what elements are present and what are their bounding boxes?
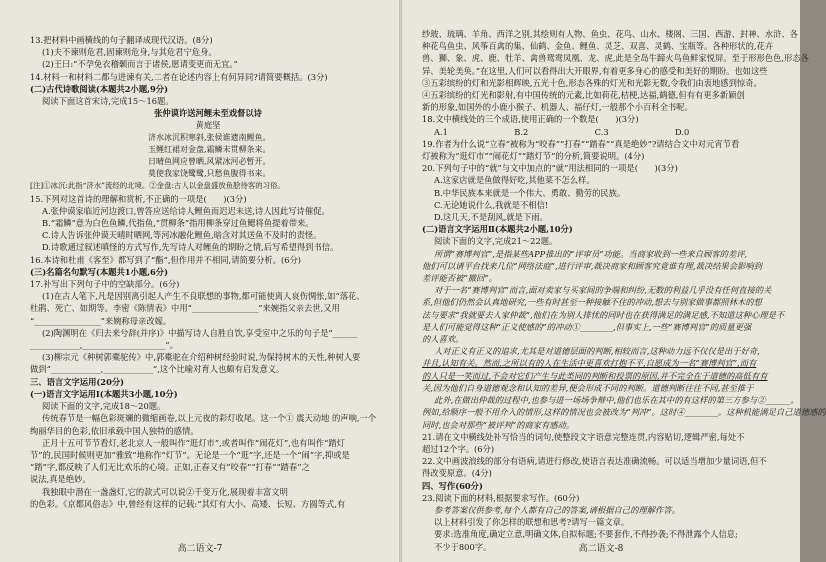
right-text-line: 兽、狮、象、虎、鹿、牡羊、禽兽鸳鸯凤凰、龙、虎,此是全岛牛蹄火鸟鱼鲜家悦屏。至于形形色色,形态各: [422, 53, 809, 64]
right-text-line: 种花鸟鱼虫、风筝百禽的集、仙鹤、金鱼、鲤鱼、灵芝、双喜、灵鹤、宝瓶等。各种形状的,花卉: [422, 41, 774, 52]
left-text-line: 传统春节是一幅色彩斑斓的微缩画卷,以上元夜的彩灯收尾。这一个① 震天动地 的声响,一个: [42, 413, 377, 424]
left-text-line: 绚丽华目的色彩,依旧承载中国人独特的感情。: [30, 425, 199, 436]
left-text-line: (2)王曰:“不孕免衣稽颡而言于诸侯,愿请变更而无宜。”: [42, 59, 238, 70]
left-text-line: 14.材料一和材料二都与进谏有关,二者在论述内容上有何异同?请简要概括。(3分): [30, 71, 328, 82]
right-text-line: 人对正义有正义的追求,尤其是对道德层面的判断,相较而言,这种动力远不仅仅是出于好奇,: [434, 346, 760, 357]
right-text-line: A.1 B.2 C.3 D.0: [434, 126, 690, 137]
right-text-line: A.这家店就是鱼做得好吃,其他菜不怎么样。: [434, 175, 595, 186]
right-text-line: (二)语言文字运用Ⅱ(本题共2小题,10分): [422, 224, 573, 235]
right-text-line: 以上材料引发了你怎样的联想和思考?请写一篇文章。: [434, 517, 630, 528]
left-text-line: (三)名篇名句默写(本题共1小题,6分): [30, 266, 168, 277]
left-text-line: (2)陶渊明在《归去来兮辞(并序)》中描写诗人自胜自饮,享受室中之乐的句子是“______: [42, 327, 358, 338]
left-text-line: 玉鲤红裙对金盘,霜鳞未贯柳条来。: [148, 144, 271, 154]
left-text-line: 我独眼中潜在一盏盏灯,它的款式可以说②千变万化,展现着丰富文明: [42, 486, 288, 497]
left-text-line: 13.把材料中画横线的句子翻译成现代汉语。(8分): [30, 35, 213, 45]
right-text-line: 是人们可能觉得这种“正义使感的”的冲动①________,但事实上,一些“赛博判官”的质量更强: [422, 321, 752, 332]
left-text-line: 日晴鱼网应曾晒,风紧冰河必暂开。: [148, 157, 271, 167]
left-text-line: (1)夫不谏则危君,固谏则危身,与其危君宁危身。: [42, 47, 217, 58]
left-text-line: (1)在古人笔下,凡是因别离引起人产生不良联想的事物,都可能使离人哀伤惆怅,如“落花、: [42, 291, 365, 302]
left-text-line: A.张仲谟家临近河边渡口,曾答应送给诗人鲤鱼而迟迟未送,诗人因此写诗催促。: [42, 205, 330, 216]
left-text-line: ____________,____________________”。: [30, 340, 178, 351]
right-text-line: 的人喜欢。: [422, 334, 464, 345]
right-text-line: 对于一名“赛博判官”而言,面对卖家与买家间的争端和纠纷,无数的利益几乎没有任何直接的关: [434, 285, 772, 296]
left-page: [0, 0, 400, 562]
left-text-line: 三、语言文字运用(20分): [30, 376, 125, 387]
right-text-line: 参考答案仅供参考,每个人都有自己的答案,请根据自己的理解作答。: [434, 504, 680, 515]
right-text-line: 新的形象,如国外的小鹿小猴子、机器人、福仔灯,一般那个小百科全书呢。: [422, 102, 693, 113]
right-text-line: 异、美轮美奂。”在这里,人们可以看得出大开眼界,有着更多身心的感受和美好的期盼。也如这些: [422, 65, 768, 76]
right-text-line: 例如,给顺序一般不用介入的情形,这样的情况也会被改为“判冲”。这时④________。这种机能满足自己道德感的: [422, 407, 826, 418]
left-text-line: 阅读下面这首宋诗,完成15～16题。: [42, 96, 174, 107]
right-text-line: 关,因为他们自身道德观念和认知的差异,便会形成不同的判断。道德判断往往不同,甚至推于: [422, 382, 754, 393]
left-text-line: 17.补写出下列句子中的空缺部分。(6分): [30, 279, 180, 290]
left-text-line: “踏”字,都反映了人们无比欢乐的心境。正如,正春又有“咬春”“打春”“踏春”之: [30, 462, 310, 473]
right-text-line: 法与要求“我就要去人家仲裁”,他们在为别人排忧的同时也在获得满足的满足感,不知道这种心理是不: [422, 309, 785, 320]
left-text-line: (一)语言文字运用Ⅰ(本题共3小题,10分): [30, 388, 178, 399]
right-text-line: 阅读下面的文字,完成21～22题。: [434, 236, 558, 247]
right-text-line: 并且,认知有关。然而,之所以有的人在生活中更喜欢打抱不平,自愿成为一名“赛博判官”,而有: [422, 358, 757, 369]
right-text-line: 系,但他们仍然会认真地研究,一些有时甚至一种接触不住的冲动,想去与别家做事都照林木的想: [422, 297, 762, 308]
right-text-line: 此外,在做出仲裁的过程中,也参与进一场场争辩中,他们也乐在其中的有这样的第三方参与②______。: [434, 395, 799, 406]
left-text-line: 16.本诗和杜甫《客至》都写到了“酯”,但作用并不相同,请简要分析。(6分): [30, 254, 302, 265]
left-text-line: 的色彩。《京都风俗志》中,曾经有这样的记载:“其灯有大小、高矮、长短、方圆等式,有: [30, 498, 346, 509]
left-text-line: 阅读下面的文字,完成18～20题。: [42, 401, 166, 412]
right-page: [402, 0, 826, 562]
right-page-footer: 高二语文-8: [578, 544, 624, 554]
right-text-line: 不少于800字。: [434, 541, 492, 552]
left-text-line: B.“霜鳞”意为白色鱼鳞,代指鱼,“贯柳条”指用柳条穿过鱼鳃将鱼提着带来。: [42, 218, 314, 229]
right-text-line: 得改变原意。(4分): [422, 468, 492, 479]
left-text-line: 张仲谟许送河鲤未至戏督以诗: [154, 108, 262, 119]
right-text-line: ④五彩缤纷的灯光和影射,有中国传统的元素,比如荷花,桔梗,达福,鹤德,但有有更多新颖创: [422, 90, 745, 101]
right-text-line: 同时,也会对那些“被评判”的商家有感动。: [422, 419, 575, 430]
left-text-line: “________________”来婉称母亲改嫁。: [30, 315, 172, 326]
right-text-line: 差评能否被“撤回”。: [422, 273, 497, 284]
right-text-line: 22.文中画波浪线的部分有语病,请进行修改,使语言表达准确流畅。可以适当增加少量词语,但不: [422, 456, 767, 467]
left-text-line: [注]①冰沉:此指“济水”流经的北境。②金盘:古人以金盘盛放鱼脍待客的习俗。: [30, 181, 285, 191]
left-page-footer: 高二语文-7: [177, 544, 223, 554]
left-text-line: (二)古代诗歌阅读(本题共2小题,9分): [30, 83, 168, 94]
right-text-line: B.中华民族本来就是一个伟大、勇敢、勤劳的民族。: [434, 187, 626, 198]
left-text-line: D.诗歌通过叙述嗔怪的方式写作,先写诗人对鲤鱼的期盼之情,后写希望得到书信。: [42, 242, 339, 253]
right-text-line: D.这几天,不是刮风,就是下雨。: [434, 212, 548, 223]
right-text-line: 19.作者为什么说“立春”被称为“咬春”“打春”“踏春”“真是绝妙”?请结合文中对元宵节看: [422, 138, 740, 149]
right-text-line: 要求:选准角度,确定立意,明确文体,自拟标题;不要套作,不得抄袭;不得泄露个人信息;: [434, 529, 738, 540]
left-text-line: 做到“____________,____________”,这个比喻对育人也颇有启发意义。: [30, 364, 285, 375]
right-text-line: ③五彩缤纷的灯和光影相辉映,五光十色,形态各殊的灯光和光影无数,令我们由衷地感到惊奇。: [422, 77, 762, 88]
left-text-line: 说法,真是绝妙。: [30, 474, 91, 485]
left-text-line: 济水冰沉积寒斜,张侯谁遗南鲤鱼。: [148, 132, 271, 142]
right-text-line: 超过12个字。(6分): [422, 443, 495, 454]
right-text-line: 他们可以请平台找来几位“网络法庭”,进行评审,裁决商家和顾客究竟谁有理,裁决结果会影响到: [422, 260, 762, 271]
right-text-line: 20.下列句子中的“就”与文中加点的“就”用法相同的一项是( )(3分): [422, 163, 678, 174]
right-text-line: 的人只是一笑而过,不会对它们产生与此类同的判断和投票的原因,并不完全在于道德的高低有有: [422, 370, 768, 381]
right-text-line: C.无论她说什么,我就是不相信!: [434, 199, 549, 210]
left-text-line: 正月十五可节节看灯,老北京人一般叫作“逛灯市”,或者叫作“闹花灯”,也有叫作“踏灯: [42, 437, 345, 448]
right-text-line: 纱玻、琉璃、羊角、西洋之别,其绘则有人物、鱼虫、花鸟、山水、楼阁、三国、西游、封神、水浒、各: [422, 29, 799, 39]
right-text-line: 四、写作(60分): [422, 480, 483, 491]
left-page-body: [30, 34, 386, 534]
left-text-line: C.诗人告诉张仲谟天晴时晒网,等河冰融化鲤鱼,暗含对其送鱼不及时的责怪。: [42, 230, 322, 241]
left-text-line: 黄庭坚: [195, 120, 221, 131]
left-text-line: 15.下列对这首诗的理解和赏析,不正确的一项是( )(3分): [30, 193, 247, 204]
right-text-line: 21.请在文中横线处补写恰当的词句,使整段文字语意完整连贯,内容贴切,逻辑严密,每处不: [422, 431, 745, 442]
left-text-line: 莫使我家饶鹭鹭,只愁鱼腹得书来。: [148, 169, 271, 179]
left-text-line: (3)柳宗元《种树郭橐驼传》中,郭橐驼在介绍种树经验时说,为保持树木的天性,种树人要: [42, 352, 361, 363]
left-text-line: 杜鹃、死亡、如期等。李密《陈情表》中用“________________”来婉指父亲去世,又用: [30, 303, 340, 314]
right-text-line: 所谓“赛博判官”,是指某些APP推出的“评审员”功能。当商家收到一些来自顾客的差评,: [434, 248, 748, 259]
right-text-line: 23.阅读下面的材料,根据要求写作。(60分): [422, 492, 580, 503]
left-text-line: 节”的,民国时候则更加“雅致”地称作“灯节”。无论是一个“逛”字,还是一个“闹”字,抑或是: [30, 449, 350, 460]
right-text-line: 灯被称为“逛灯市”“闹花灯”“踏灯节”的分析,简要说明。(4分): [422, 151, 645, 162]
right-text-line: 18.文中横线处的三个成语,使用正确的一个数是( )(3分): [422, 114, 639, 125]
